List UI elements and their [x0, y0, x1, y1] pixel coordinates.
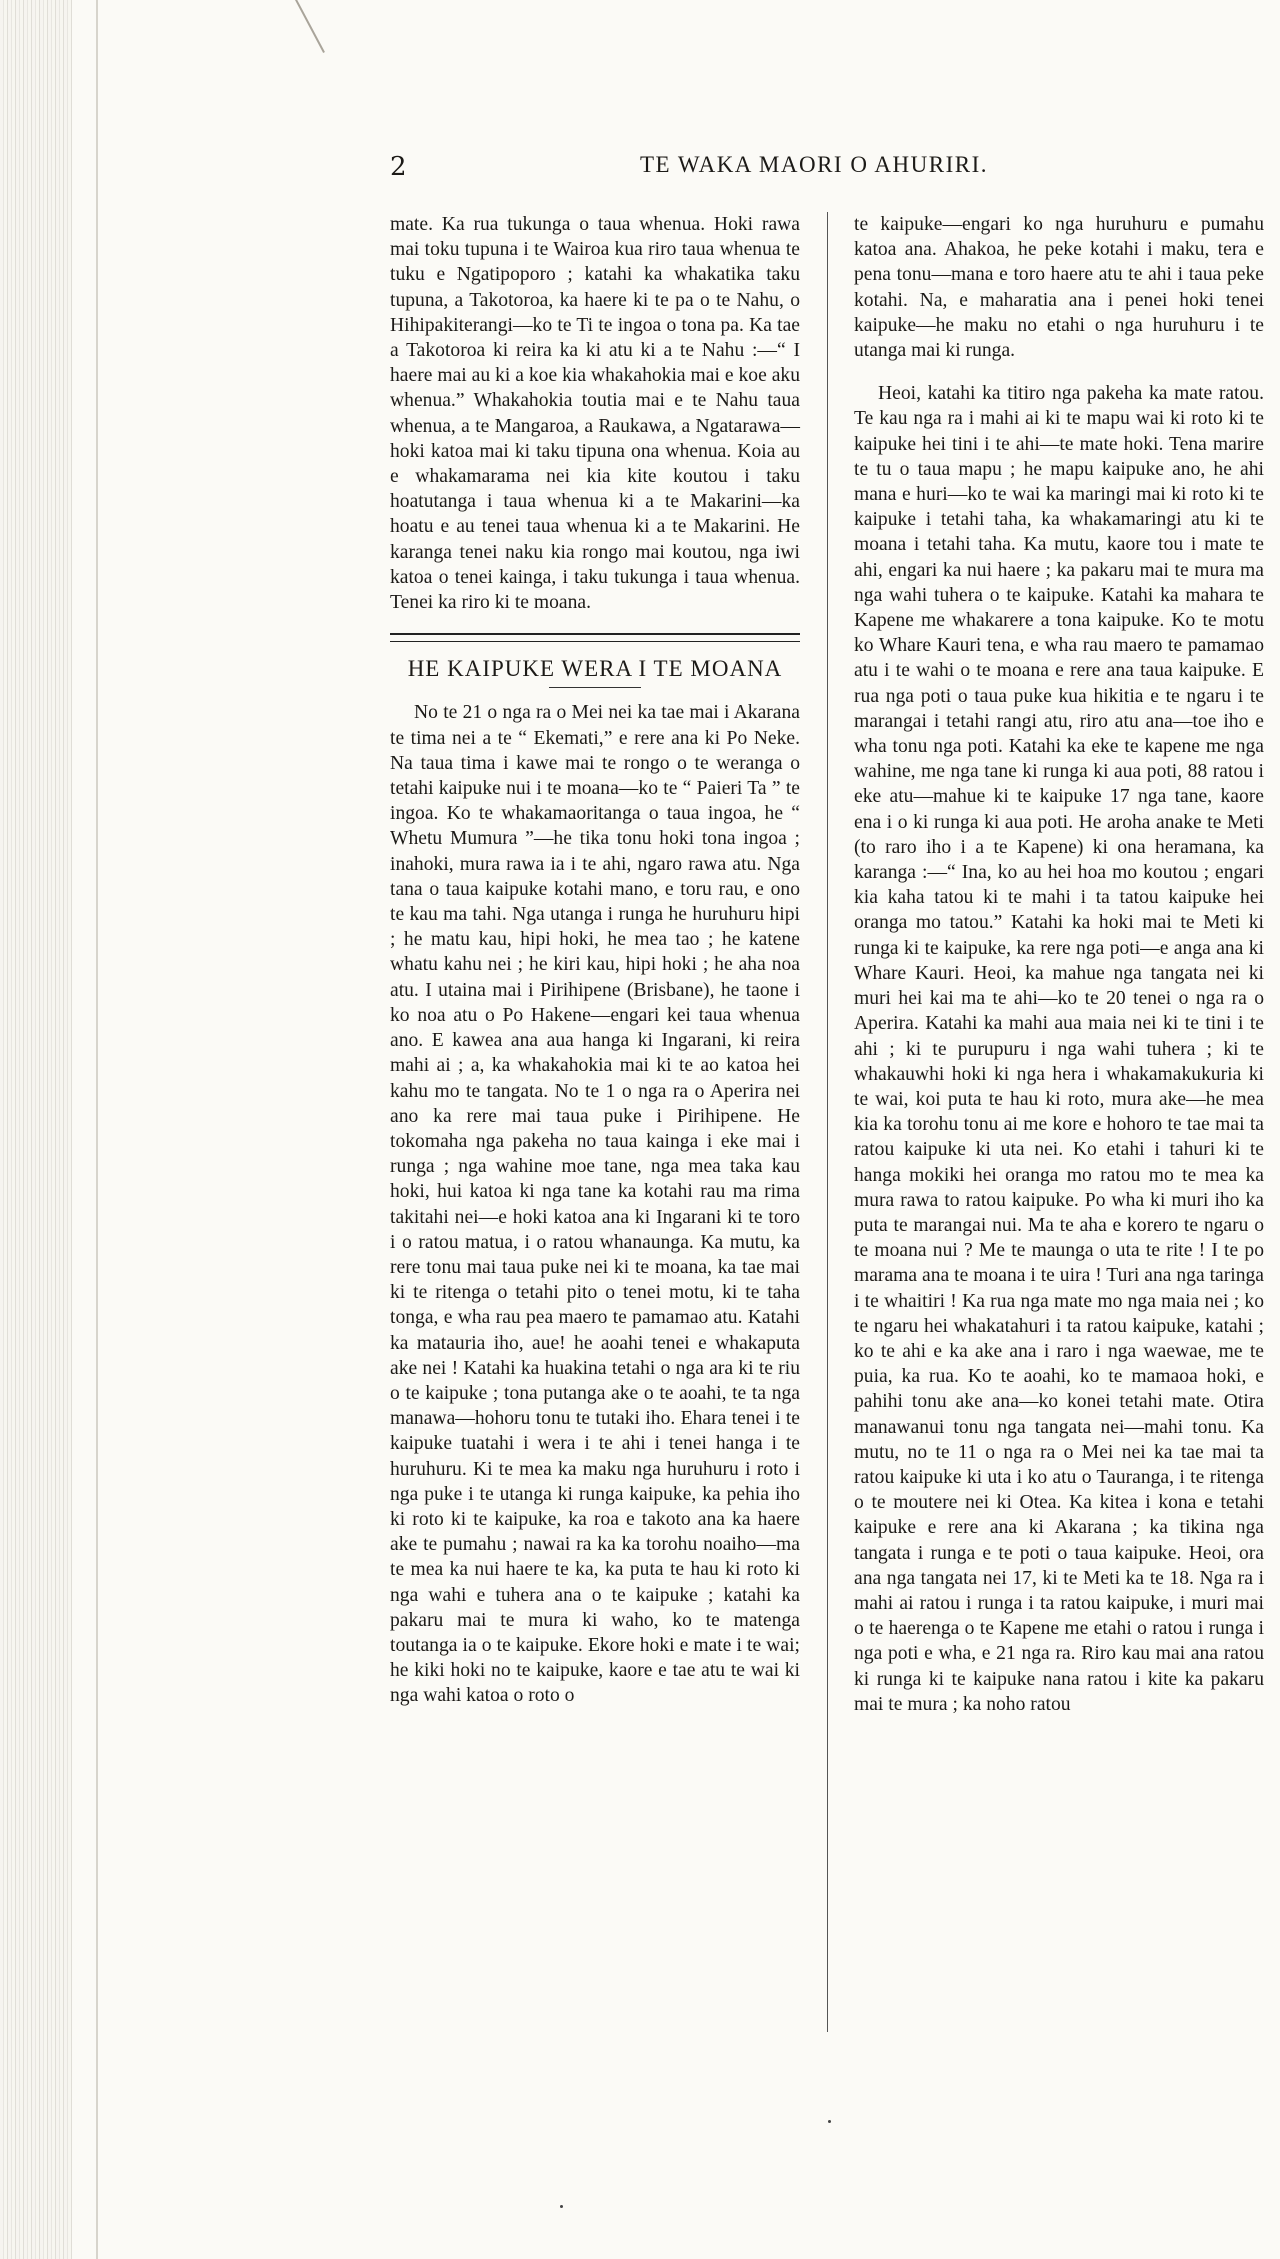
intro-paragraph: mate. Ka rua tukunga o taua whenua. Hoki rawa mai toku tupuna i te Wairoa kua riro taua whenua te tuku e Ngatipoporo ; katahi ka whakatika taku tupuna, a Takotoroa, ka haere ki te pa o te Nahu, o Hihipakiterangi—ko te Ti te ingoa o tona pa. Ka tae a Takotoroa ki reira ka ki atu ki a te Nahu :—“ I haere mai au ki a koe kia whakahokia mai e koe aku whenua.” Whakahokia toutia mai e te Nahu taua whenua, a te Mangaroa, a Raukawa, a Ngatarawa—hoki katoa mai ki taku tipuna ona whenua. Koia au e whakamarama nei kia kite koutou i taku hoatutanga i taua whenua ki a te Makarini—ka hoatu e au tenei taua whenua ki a te Makarini. He karanga tenei naku kia rongo mai koutou, nga iwi katoa o tenei kainga, i taku tukunga i taua whenua. Tenei ka riro ki te moana. [390, 214, 800, 614]
article-paragraph-2: Heoi, katahi ka titiro nga pakeha ka mate ratou. Te kau nga ra i mahi ai ki te mapu wai ki roto ki te kaipuke hei tini i te ahi—te mate hoki. Tena marire te tu o taua mapu ; he mapu kaipuke ano, he ahi mana e huri—ko te wai ka maringi mai ki roto ki te kaipuke i tetahi taha, ka whakamaringi atu ki te moana i tetahi taha. Ka mutu, kaore tou i mate te ahi, engari ka nui haere ; ka pakaru mai te mura ma nga wahi tuhera o te kaipuke. Katahi ka mahara te Kapene me whakarere a tona kaipuke. Ko te motu ko Whare Kauri tena, e wha rau maero te pamamao atu i te wahi o te moana e rere ana taua kaipuke. E rua nga poti o taua puke kua hikitia e te ngaru i te marangai i tetahi rangi atu, riro atu ana—toe iho e wha tonu nga poti. Katahi ka eke te kapene me nga wahine, me nga tane ki runga ki aua poti, 88 ratou i eke atu—mahue ki te kaipuke 17 nga tane, kaore ena i o ki runga ki aua poti. He aroha anake te Meti (to raro iho i a te Kapene) ki ona heramana, ka karanga :—“ Ina, ko au hei hoa mo koutou ; engari kia kaha tatou ki te mahi i ta tatou kaipuke hei oranga mo tatou.” Katahi ka hoki mai te Meti ki runga ki te kaipuke, ka rere nga poti—e anga ana ki Whare Kauri. Heoi, ka mahue nga tangata nei ki muri hei kai ma te ahi—ko te 20 tenei o nga ra o Aperira. Katahi ka mahi aua maia nei ki te tini i te ahi ; ki te purupuru i nga wahi tuhera ; ki te whakauwhi hoki ki nga hera i whakamakukuria ki te wai, koi puta te hau ki roto, mura ake—he mea kia ka torohu tonu ai me kore e hohoro te tae mai ta ratou kaipuke ki uta nei. Ko etahi i tahuri ki te hanga mokiki hei oranga mo ratou mo te mea ka mura rawa to ratou kaipuke. Po wha ki muri iho ka puta te marangai nui. Ma te aha e korero te ngaru o te moana nui ? Me te maunga o uta te rite ! I te po marama ana te moana i te uira ! Turi ana nga taringa i te whaitiri ! Ka rua nga mate mo nga maia nei ; ko te ngaru hei whakatahuri i ta ratou kaipuke, katahi ; ko te ahi e ka ake ana i raro i nga waewae, me te puia, ka rua. Ko te aoahi, ko te mamaoa hoki, e pahihi tonu ake ana—ko konei tetahi mate. Otira manawanui tonu nga tangata nei—mahi tonu. Ka mutu, no te 11 o nga ra o Mei nei ka tae mai ta ratou kaipuke ki uta i ko atu o Tauranga, i te ritenga o te moutere nei ki Otea. Ka kitea i kona e tetahi kaipuke e rere ana ki Akarana ; ka tikina nga tangata i runga e te poti o taua kaipuke. Heoi, ora ana nga tangata nei 17, ki te Meti ka te 18. Nga ra i mahi ai ratou i runga i ta ratou kaipuke, i muri mai o te haerenga o te Kapene me etahi o ratou i runga i nga poti e wha, e 21 nga ra. Riro kau mai ana ratou ki runga ki te kaipuke nana ratou i kite ka pakaru mai te mura ; ka noho ratou [854, 383, 1264, 1715]
heading-underline [549, 687, 641, 688]
paper-scratch-mark [295, 0, 325, 53]
page-header [390, 152, 1280, 192]
section-heading: HE KAIPUKE WERA I TE MOANA [407, 656, 783, 682]
right-column [854, 212, 1264, 1717]
left-column [390, 212, 800, 1709]
column-rule [827, 212, 828, 2032]
ink-speck [828, 2120, 831, 2123]
ink-speck [560, 2205, 563, 2208]
paragraph-gap [854, 363, 1264, 381]
section-divider [390, 633, 800, 642]
article-paragraph-continued: te kaipuke—engari ko nga huruhuru e pumahu katoa ana. Ahakoa, he peke kotahi i maku, tera e pena tonu—mana e toro haere atu te ahi i taua peke kotahi. Na, e maharatia ana i penei hoki tenei kaipuke—he maku no etahi o nga huruhuru i te utanga mai ki runga. [854, 214, 1264, 362]
article-paragraph: No te 21 o nga ra o Mei nei ka tae mai i Akarana te tima nei a te “ Ekemati,” e rere ana ki Po Neke. Na taua tima i kawe mai te rongo o te weranga o tetahi kaipuke nui i te moana—ko te “ Paieri Ta ” te ingoa. Ko te whakamaoritanga o taua ingoa, he “ Whetu Mumura ”—he tika tonu hoki tona ingoa ; inahoki, mura rawa ia i te ahi, ngaro rawa atu. Nga tana o taua kaipuke kotahi mano, e toru rau, e ono te kau ma tahi. Nga utanga i runga he huruhuru hipi ; he matu kau, hipi hoki, he mea tao ; he katene whatu kahu nei ; he kiri kau, hipi hoki ; he aha noa atu. I utaina mai i Pirihipene (Brisbane), he taone i ko noa atu o Po Hakene—engari kei taua whenua ano. E kawea ana aua hanga ki Ingarani, ki reira mahi ai ; a, ka whakahokia mai ki te ao katoa hei kahu mo te tangata. No te 1 o nga ra o Aperira nei ano ka rere mai taua puke i Pirihipene. He tokomaha nga pakeha no taua kainga i eke mai i runga ; nga wahine moe tane, nga mea taka kau hoki, hui katoa ki nga tane ka kotahi rau ma rima takitahi nei—e hoki katoa ana ki Ingarani ki te toro i o ratou matua, i o ratou whanaunga. Ka mutu, ka rere tonu mai taua puke nei ki te moana, ka tae mai ki te ritenga o tetahi pito o tenei motu, ki te taha tonga, e wha rau pea maero te pamamao atu. Katahi ka matauria iho, aue! he aoahi tenei e whakaputa ake nei ! Katahi ka huakina tetahi o nga ara ki te riu o te kaipuke ; tona putanga ake o te aoahi, te ta nga manawa—hohoru tonu te tutaki iho. Ehara tenei i te kaipuke tuatahi i wera i te ahi i tenei hanga i te huruhuru. Ki te mea ka maku nga huruhuru i roto i nga puke i te utanga ki runga kaipuke, ka pehia iho ki roto ki te kaipuke, ka roa e takoto ana ka haere ake te pumahu ; nawai ra ka ka torohu noaiho—ma te mea ka nui haere te ka, ka puta te hau ki roto ki nga wahi e tuhera ana o te kaipuke ; katahi ka pakaru mai te mura ki waho, ko te matenga toutanga ia o te kaipuke. Ekore hoki e mate i te wai; he kiki hoki no te kaipuke, kaore e tae atu te wai ki nga wahi katoa o roto o [390, 702, 800, 1707]
binding-shadow-line [96, 0, 98, 2259]
page-number: 2 [390, 152, 407, 182]
running-title: TE WAKA MAORI O AHURIRI. [640, 152, 988, 177]
binding-edge [0, 0, 72, 2259]
